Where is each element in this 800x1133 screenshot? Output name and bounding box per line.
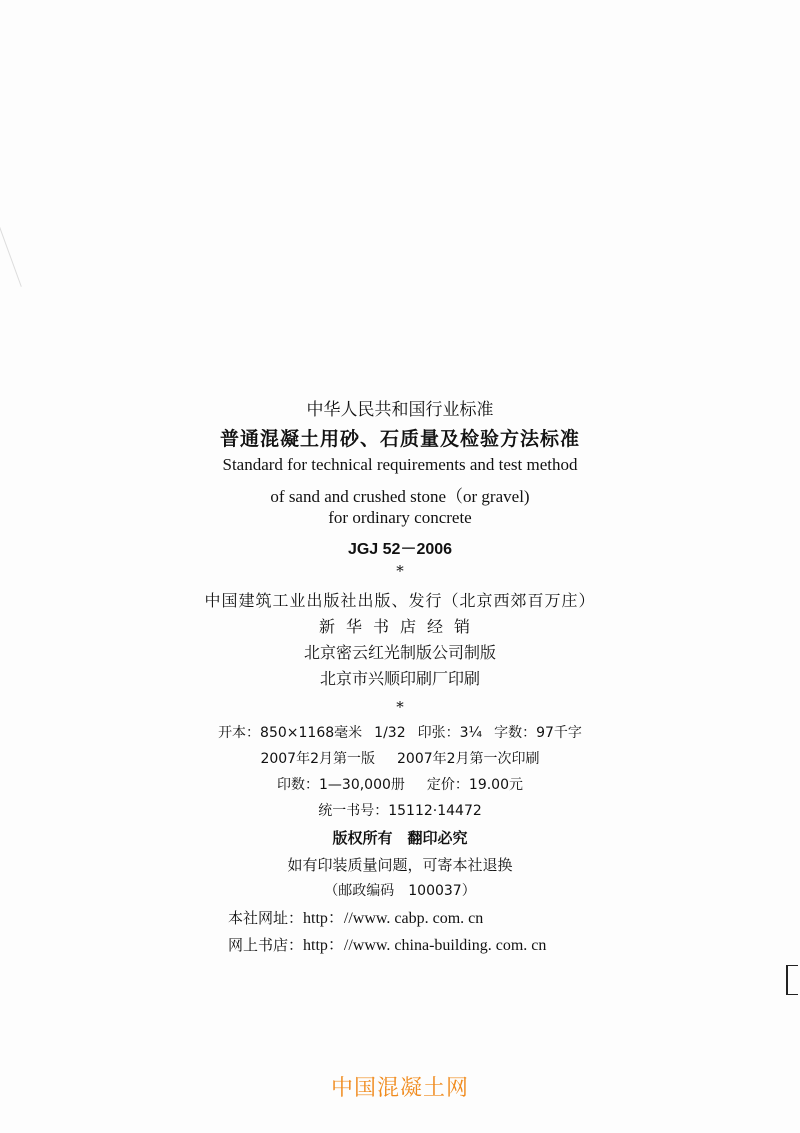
website-label: 本社网址： [228, 909, 304, 927]
standard-title-english-line-2: of sand and crushed stone（or gravel) [270, 487, 530, 506]
scan-edge-mark [0, 183, 22, 287]
postcode-line: （邮政编码 100037） [324, 883, 476, 899]
page-edge-bracket [786, 965, 798, 995]
standard-title-english-line-3: for ordinary concrete [328, 508, 472, 527]
online-store-label: 网上书店： [228, 936, 304, 954]
unified-book-number: 统一书号：15112·14472 [318, 803, 482, 819]
publisher-line: 中国建筑工业出版社出版、发行（北京西郊百万庄） [204, 591, 596, 610]
standard-code: JGJ 52－2006 [347, 541, 453, 558]
format-size: 开本：850×1168毫米 [218, 725, 363, 741]
price: 定价：19.00元 [426, 777, 523, 793]
separator-star-2: * [396, 698, 404, 716]
standard-title-chinese: 普通混凝土用砂、石质量及检验方法标准 [219, 428, 580, 450]
print-sheets: 印张：3¼ [417, 725, 483, 741]
online-store-url[interactable]: http：//www. china-building. com. cn [303, 937, 547, 954]
distributor-line: 新华书店经销 [318, 617, 481, 636]
edition-date: 2007年2月第一版 [260, 751, 375, 767]
typesetter-line: 北京密云红光制版公司制版 [303, 643, 496, 662]
printer-line: 北京市兴顺印刷厂印刷 [319, 669, 480, 688]
print-count-line [0, 774, 800, 794]
print-count: 印数：1—30,000册 [277, 777, 405, 793]
edition-line [0, 748, 800, 768]
printing-date: 2007年2月第一次印刷 [397, 751, 540, 767]
quality-notice: 如有印装质量问题，可寄本社退换 [287, 856, 513, 874]
separator-star: * [396, 562, 404, 580]
format-specs-line [0, 722, 800, 742]
site-watermark: 中国混凝土网 [330, 1076, 469, 1101]
format-fold: 1/32 [374, 725, 406, 741]
standard-title-english-line-1: Standard for technical requirements and test method [222, 455, 578, 474]
website-url[interactable]: http：//www. cabp. com. cn [303, 910, 484, 927]
word-count: 字数：97千字 [494, 725, 582, 741]
online-store-line [228, 932, 546, 955]
publisher-website-line [228, 905, 483, 928]
copyright-notice: 版权所有 翻印必究 [332, 829, 468, 847]
standard-series-heading: 中华人民共和国行业标准 [306, 400, 494, 420]
